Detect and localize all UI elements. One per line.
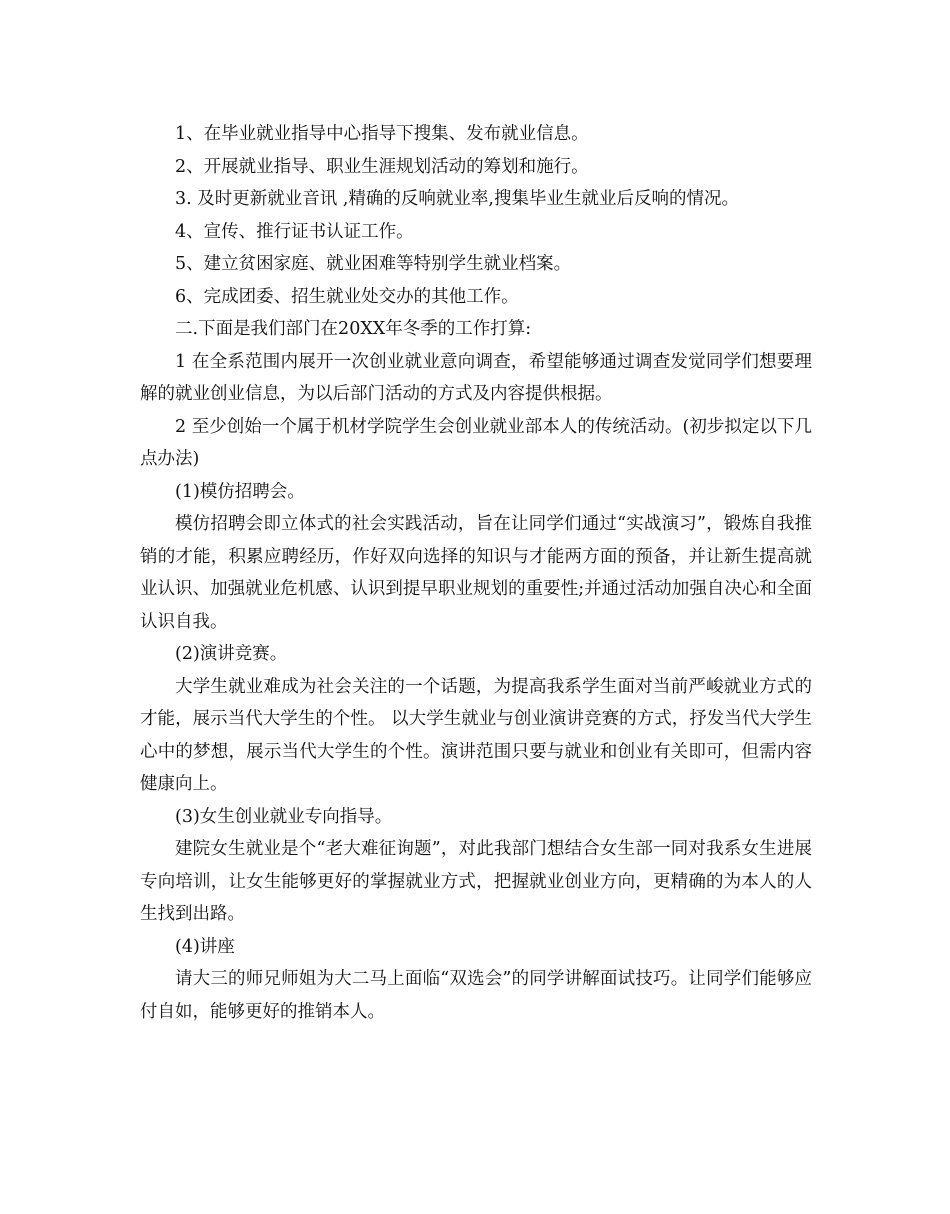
list-item-5: 5、建立贫困家庭、就业困难等特别学生就业档案。 <box>175 254 572 274</box>
subheading-mock-job-fair: (1)模仿招聘会。 <box>175 481 305 502</box>
list-item-3: 3. 及时更新就业音讯 ,精确的反响就业率,搜集毕业生就业后反响的情况。 <box>175 189 739 209</box>
list-item-6: 6、完成团委、招生就业处交办的其他工作。 <box>175 286 519 307</box>
section-heading-plan: 二.下面是我们部门在20XX年冬季的工作打算: <box>175 319 532 339</box>
document-body <box>140 118 812 1028</box>
list-item-1: 1、在毕业就业指导中心指导下搜集、发布就业信息。 <box>175 124 589 144</box>
mock-job-fair-description: 模仿招聘会即立体式的社会实践活动，旨在让同学们通过“实战演习”，锻炼自我推销的才能，积累应聘经历，作好双向选择的知识与才能两方面的预备，并让新生提高就业认识、加强就业危机感、认识到提早职业规划的重要性;并通过活动加强自决心和全面认识自我。 <box>140 514 812 632</box>
lecture-description: 请大三的师兄师姐为大二马上面临“双选会”的同学讲解面试技巧。让同学们能够应付自如，能够更好的推销本人。 <box>140 969 812 1022</box>
speech-contest-description: 大学生就业难成为社会关注的一个话题，为提高我系学生面对当前严峻就业方式的才能，展示当代大学生的个性。 以大学生就业与创业演讲竞赛的方式，抒发当代大学生心中的梦想，展示当代大学生的个性。演讲范围只要与就业和创业有关即可，但需内容健康向上。 <box>140 676 812 794</box>
subheading-female-guidance: (3)女生创业就业专向指导。 <box>175 806 393 827</box>
list-item-4: 4、宣传、推行证书认证工作。 <box>175 221 414 242</box>
female-guidance-description: 建院女生就业是个“老大难征询题”，对此我部门想结合女生部一同对我系女生进展专向培训，让女生能够更好的掌握就业方式，把握就业创业方向，更精确的为本人的人生找到出路。 <box>140 839 812 924</box>
list-item-2: 2、开展就业指导、职业生涯规划活动的筹划和施行。 <box>175 156 589 177</box>
subheading-speech-contest: (2)演讲竞赛。 <box>175 644 288 664</box>
plan-item-2: 2 至少创始一个属于机材学院学生会创业就业部本人的传统活动。(初步拟定以下几点办法) <box>140 416 812 469</box>
plan-item-1: 1 在全系范围内展开一次创业就业意向调查，希望能够通过调查发觉同学们想要理解的就业创业信息，为以后部门活动的方式及内容提供根据。 <box>140 351 812 404</box>
subheading-lecture: (4)讲座 <box>175 936 235 957</box>
